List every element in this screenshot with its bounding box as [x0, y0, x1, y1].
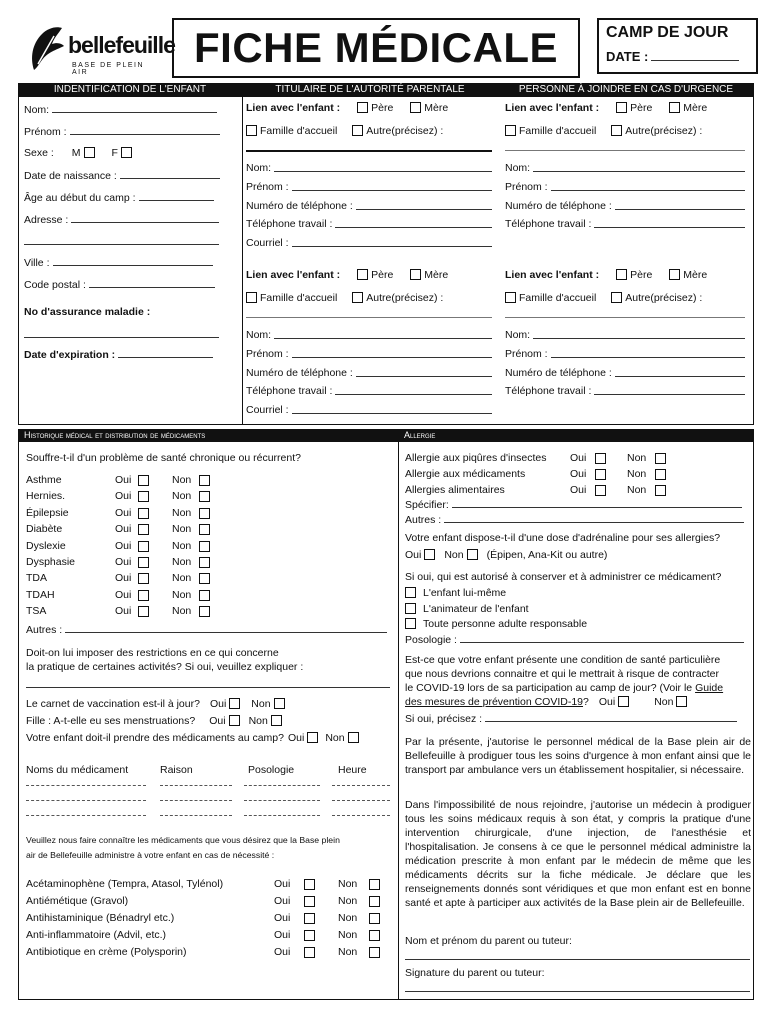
emergency-1-nom-field[interactable] [533, 162, 745, 172]
covid-line3: le COVID-19 lors de sa participation au camp de jour? (Voir le Guide [405, 682, 724, 694]
logo-subtitle: BASE DE PLEIN AIR [72, 62, 145, 76]
emergency-2-tel: Numéro de téléphone : [505, 367, 745, 379]
guardian-1-tel-field[interactable] [356, 200, 492, 210]
vaccin-non-checkbox[interactable] [274, 698, 285, 709]
child-nom: Nom: [24, 103, 217, 116]
otc-oui-checkbox[interactable] [304, 913, 315, 924]
condition-oui-checkbox[interactable] [138, 491, 149, 502]
condition-oui-checkbox[interactable] [138, 606, 149, 617]
ville-field[interactable] [53, 256, 213, 266]
emergency-1-travail: Téléphone travail : [505, 218, 745, 230]
allergy-oui-checkbox[interactable] [595, 485, 606, 496]
history-autres: Autres : [26, 623, 387, 636]
allergy-autres: Autres : [405, 513, 744, 526]
condition-non-checkbox[interactable] [199, 573, 210, 584]
allergy-autres-field[interactable] [444, 513, 744, 523]
otc-label: Acétaminophène (Tempra, Atasol, Tylénol) [26, 878, 224, 890]
age-field[interactable] [139, 191, 214, 201]
condition-oui-checkbox[interactable] [138, 508, 149, 519]
restrictions-field[interactable] [26, 678, 390, 688]
who-row [402, 603, 529, 615]
covid-non-checkbox[interactable] [676, 696, 687, 707]
fille-non-checkbox[interactable] [271, 715, 282, 726]
emergency-2-autre-field[interactable] [505, 317, 745, 318]
guardian-2-prenom: Prénom : [246, 348, 492, 360]
page-title: FICHE MÉDICALE [194, 24, 558, 71]
med-entry-field[interactable] [332, 815, 390, 816]
sexe-f-checkbox[interactable] [121, 147, 132, 158]
condition-label: TDAH [26, 588, 55, 601]
condition-label: Épilepsie [26, 506, 69, 519]
guardian-1-famille-checkbox[interactable] [246, 125, 257, 136]
guardian-2-pere-checkbox[interactable] [357, 269, 368, 280]
allergy-non-checkbox[interactable] [655, 485, 666, 496]
authorization-paragraph-1: Par la présente, j'autorise le personnel médical de la Base plein air de Bellefeuille à prodiguer tous les soins d'urgence à mon enfant ainsi que le transport par ambulance vers un établissement hospitalier, si nécessaire. [405, 736, 751, 776]
med-entry-field[interactable] [26, 800, 146, 801]
emergency-1-autre-field[interactable] [505, 150, 745, 151]
history-section-header: Historique médical et distribution de médicaments [18, 429, 398, 442]
emergency-2-type-row: Famille d'accueil Autre(précisez) : [502, 292, 702, 304]
parent-name-field[interactable] [405, 950, 750, 960]
emergency-2-tel-field[interactable] [615, 367, 745, 377]
med-entry-field[interactable] [160, 815, 232, 816]
guardian-2-nom-field[interactable] [274, 329, 492, 339]
date-field[interactable] [651, 51, 739, 61]
covid-oui-checkbox[interactable] [618, 696, 629, 707]
med-entry-field[interactable] [26, 815, 146, 816]
who-label: L'animateur de l'enfant [423, 602, 529, 615]
med-col-reason: Raison [160, 764, 193, 776]
emergency-1-nom: Nom: [505, 162, 745, 174]
guardian-1-autre-field[interactable] [246, 150, 492, 152]
emergency-2-travail-field[interactable] [594, 385, 745, 395]
med-entry-field[interactable] [160, 800, 232, 801]
med-entry-field[interactable] [332, 800, 390, 801]
signature-label: Signature du parent ou tuteur: [405, 967, 545, 979]
child-sexe: Sexe : M F [24, 147, 135, 159]
child-adresse: Adresse : [24, 213, 219, 226]
emergency-1-type-row: Famille d'accueil Autre(précisez) : [502, 125, 702, 137]
guardian-2-tel: Numéro de téléphone : [246, 367, 492, 379]
naissance-field[interactable] [120, 169, 220, 179]
condition-non-checkbox[interactable] [199, 557, 210, 568]
who-row [402, 618, 587, 630]
who-checkbox[interactable] [405, 603, 416, 614]
allergy-label: Allergie aux piqûres d'insectes [405, 452, 547, 464]
consent-note-1: Veuillez nous faire connaître les médicaments que vous désirez que la Base plein [26, 835, 340, 845]
guardian-2-autre-field[interactable] [246, 317, 492, 318]
emergency-2-pere-checkbox[interactable] [616, 269, 627, 280]
condition-non-checkbox[interactable] [199, 491, 210, 502]
guardian-2-tel-field[interactable] [356, 367, 492, 377]
guardian-2-prenom-field[interactable] [292, 348, 492, 358]
allergy-section-header: Allergie [398, 429, 754, 442]
emergency-2-prenom: Prénom : [505, 348, 745, 360]
guardian-2-courriel-field[interactable] [292, 404, 492, 414]
guardian-1-prenom: Prénom : [246, 181, 492, 193]
child-expiration: Date d'expiration : [24, 348, 213, 361]
guardian-1-nom: Nom: [246, 162, 492, 174]
expiration-field[interactable] [118, 348, 213, 358]
emergency-2-famille-checkbox[interactable] [505, 292, 516, 303]
assurance-field[interactable] [24, 328, 219, 338]
allergy-specifier: Spécifier: [405, 498, 742, 511]
allergy-label: Allergie aux médicaments [405, 468, 526, 480]
otc-non-checkbox[interactable] [369, 930, 380, 941]
posologie: Posologie : [405, 633, 744, 646]
condition-oui-checkbox[interactable] [138, 541, 149, 552]
camp-label: CAMP DE JOUR [606, 24, 729, 41]
epi-oui-checkbox[interactable] [424, 549, 435, 560]
condition-oui-checkbox[interactable] [138, 590, 149, 601]
child-prenom: Prénom : [24, 125, 220, 138]
guardian-1-prenom-field[interactable] [292, 181, 492, 191]
guardian-1-pere-checkbox[interactable] [357, 102, 368, 113]
sexe-m-checkbox[interactable] [84, 147, 95, 158]
vaccin-row: Le carnet de vaccination est-il à jour? Oui Non [26, 698, 288, 710]
emergency-1-famille-checkbox[interactable] [505, 125, 516, 136]
guardian-1-autre-checkbox[interactable] [352, 125, 363, 136]
emergency-2-travail: Téléphone travail : [505, 385, 745, 397]
condition-non-checkbox[interactable] [199, 524, 210, 535]
otc-label: Anti-inflammatoire (Advil, etc.) [26, 929, 167, 941]
who-question: Si oui, qui est autorisé à conserver et à administrer ce médicament? [405, 571, 722, 583]
guardian-1-type-row: Famille d'accueil Autre(précisez) : [243, 125, 443, 137]
covid-line2: que nous devrions connaitre et qui le mettrait à risque de contracter [405, 668, 720, 680]
guardian-2-type-row: Famille d'accueil Autre(précisez) : [243, 292, 443, 304]
covid-line1: Est-ce que votre enfant présente une condition de santé particulière [405, 654, 721, 666]
guardian-1-nom-field[interactable] [274, 162, 492, 172]
epi-non-checkbox[interactable] [467, 549, 478, 560]
adresse-field-2[interactable] [24, 235, 219, 245]
med-entry-field[interactable] [26, 785, 146, 786]
condition-oui-checkbox[interactable] [138, 475, 149, 486]
emergency-1-tel-field[interactable] [615, 200, 745, 210]
guardian-2-travail-field[interactable] [335, 385, 492, 395]
adresse-field[interactable] [71, 213, 219, 223]
guardian-section-header: TITULAIRE DE L'AUTORITÉ PARENTALE [242, 83, 498, 97]
precisez-field[interactable] [485, 712, 737, 722]
child-naissance: Date de naissance : [24, 169, 220, 182]
condition-oui-checkbox[interactable] [138, 557, 149, 568]
guardian-1-courriel-field[interactable] [292, 237, 492, 247]
logo [22, 22, 175, 77]
camp-box [597, 18, 758, 74]
menstruation-row: Fille : A-t-elle eu ses menstruations? Oui Non [26, 715, 285, 727]
who-checkbox[interactable] [405, 587, 416, 598]
guardian-1-mere-checkbox[interactable] [410, 102, 421, 113]
otc-oui-checkbox[interactable] [304, 879, 315, 890]
guardian-1-courriel: Courriel : [246, 237, 492, 249]
guardian-2-travail: Téléphone travail : [246, 385, 492, 397]
emergency-2-prenom-field[interactable] [551, 348, 745, 358]
emergency-section-header: PERSONNE À JOINDRE EN CAS D'URGENCE [498, 83, 754, 97]
condition-label: Dyslexie [26, 539, 66, 552]
guardian-2-lien-row: Lien avec l'enfant : Père Mère [246, 269, 449, 281]
emergency-2-lien-row: Lien avec l'enfant : Père Mère [505, 269, 708, 281]
who-row [402, 587, 506, 599]
meds-non-checkbox[interactable] [348, 732, 359, 743]
guardian-1-tel: Numéro de téléphone : [246, 200, 492, 212]
condition-oui-checkbox[interactable] [138, 573, 149, 584]
emergency-2-autre-checkbox[interactable] [611, 292, 622, 303]
otc-oui-checkbox[interactable] [304, 947, 315, 958]
med-entry-field[interactable] [244, 785, 320, 786]
covid-line4: des mesures de prévention COVID-19? Oui Non [405, 696, 690, 708]
guardian-2-famille-checkbox[interactable] [246, 292, 257, 303]
condition-non-checkbox[interactable] [199, 606, 210, 617]
allergy-oui-checkbox[interactable] [595, 469, 606, 480]
who-label: L'enfant lui-même [423, 587, 507, 599]
emergency-2-mere-checkbox[interactable] [669, 269, 680, 280]
date-label: DATE : [606, 49, 649, 64]
child-ville: Ville : [24, 256, 213, 269]
child-assurance: No d'assurance maladie : [24, 306, 151, 318]
emergency-1-prenom-field[interactable] [551, 181, 745, 191]
child-prenom-field[interactable] [70, 125, 220, 135]
meds-question-row: Votre enfant doit-il prendre des médicaments au camp? Oui Non [26, 732, 362, 744]
covid-guide-link-2[interactable]: des mesures de prévention COVID-19 [405, 696, 584, 708]
posologie-field[interactable] [460, 633, 744, 643]
condition-label: TSA [26, 605, 47, 618]
emergency-2-nom: Nom: [505, 329, 745, 341]
child-postal: Code postal : [24, 278, 215, 291]
otc-non-checkbox[interactable] [369, 947, 380, 958]
child-nom-field[interactable] [52, 103, 217, 113]
guardian-2-mere-checkbox[interactable] [410, 269, 421, 280]
condition-non-checkbox[interactable] [199, 475, 210, 486]
signature-field[interactable] [405, 982, 750, 992]
med-entry-field[interactable] [244, 800, 320, 801]
med-entry-field[interactable] [244, 815, 320, 816]
condition-non-checkbox[interactable] [199, 590, 210, 601]
condition-label: Asthme [26, 474, 62, 486]
condition-label: Diabète [26, 523, 63, 536]
parent-name-label: Nom et prénom du parent ou tuteur: [405, 935, 572, 947]
allergy-non-checkbox[interactable] [655, 453, 666, 464]
child-section-header: INDENTIFICATION DE L'ENFANT [18, 83, 242, 97]
authorization-paragraph-2: Dans l'impossibilité de nous rejoindre, j'autorise un médecin à prodiguer tous les soins médicaux requis à son état, y compris la pratique d'une intervention chirurgicale, d'une injection, de l'anesthésie et l'hospitalisation. Je consens à ce que le personnel médical administre la médication prescrite à mon enfant par le médecin de même que les médicaments décrits sur la fiche médicale. Je déclare que les renseignements donnés sont véridiques et que mon enfant est en bonne santé et apte à participer aux activités de la Base plein air de Bellefeuille. [405, 799, 751, 909]
covid-guide-link[interactable]: Guide [695, 682, 724, 694]
otc-label: Antibiotique en crème (Polysporin) [26, 946, 187, 958]
precisez: Si oui, précisez : [405, 712, 737, 725]
guardian-1-lien-row: Lien avec l'enfant : Père Mère [246, 102, 449, 114]
med-entry-field[interactable] [160, 785, 232, 786]
otc-non-checkbox[interactable] [369, 879, 380, 890]
guardian-2-autre-checkbox[interactable] [352, 292, 363, 303]
emergency-1-lien-row: Lien avec l'enfant : Père Mère [505, 102, 708, 114]
guardian-1-travail-field[interactable] [335, 218, 492, 228]
chronic-question: Souffre-t-il d'un problème de santé chronique ou récurrent? [26, 452, 301, 464]
emergency-1-pere-checkbox[interactable] [616, 102, 627, 113]
guardian-2-courriel: Courriel : [246, 404, 492, 416]
otc-oui-checkbox[interactable] [304, 896, 315, 907]
specifier-field[interactable] [452, 498, 742, 508]
condition-non-checkbox[interactable] [199, 508, 210, 519]
condition-label: Dysphasie [26, 556, 76, 568]
emergency-2-nom-field[interactable] [533, 329, 745, 339]
fille-oui-checkbox[interactable] [229, 715, 240, 726]
med-col-dose: Posologie [248, 764, 295, 776]
med-col-name: Noms du médicament [26, 764, 129, 776]
otc-non-checkbox[interactable] [369, 896, 380, 907]
restrictions-line1: Doit-on lui imposer des restrictions en ce qui concerne [26, 647, 279, 659]
otc-non-checkbox[interactable] [369, 913, 380, 924]
epi-row: Oui Non (Épipen, Ana-Kit ou autre) [405, 549, 608, 561]
guardian-1-travail: Téléphone travail : [246, 218, 492, 230]
history-autres-field[interactable] [65, 623, 387, 633]
condition-oui-checkbox[interactable] [138, 524, 149, 535]
allergy-label: Allergies alimentaires [405, 484, 505, 496]
otc-label: Antihistaminique (Bénadryl etc.) [26, 912, 175, 924]
child-age: Âge au début du camp : [24, 191, 214, 204]
emergency-1-travail-field[interactable] [594, 218, 745, 228]
emergency-1-mere-checkbox[interactable] [669, 102, 680, 113]
restrictions-line2: la pratique de certaines activités? Si oui, veuillez expliquer : [26, 661, 304, 673]
emergency-1-tel: Numéro de téléphone : [505, 200, 745, 212]
otc-oui-checkbox[interactable] [304, 930, 315, 941]
postal-field[interactable] [89, 278, 215, 288]
allergy-oui-checkbox[interactable] [595, 453, 606, 464]
med-col-time: Heure [338, 764, 367, 776]
logo-name: bellefeuille [68, 32, 175, 58]
consent-note-2: air de Bellefeuille administre à votre enfant en cas de nécessité : [26, 850, 275, 860]
condition-label: TDA [26, 572, 47, 585]
emergency-1-prenom: Prénom : [505, 181, 745, 193]
meds-oui-checkbox[interactable] [307, 732, 318, 743]
who-label: Toute personne adulte responsable [423, 618, 588, 630]
condition-label: Hernies. [26, 490, 66, 503]
otc-label: Antiémétique (Gravol) [26, 895, 129, 907]
med-entry-field[interactable] [332, 785, 390, 786]
emergency-1-autre-checkbox[interactable] [611, 125, 622, 136]
allergy-non-checkbox[interactable] [655, 469, 666, 480]
vaccin-oui-checkbox[interactable] [229, 698, 240, 709]
condition-non-checkbox[interactable] [199, 541, 210, 552]
who-checkbox[interactable] [405, 618, 416, 629]
title-box [172, 18, 580, 78]
guardian-2-nom: Nom: [246, 329, 492, 341]
leaf-logo-icon [24, 24, 68, 74]
epi-question: Votre enfant dispose-t-il d'une dose d'adrénaline pour ses allergies? [405, 532, 721, 544]
